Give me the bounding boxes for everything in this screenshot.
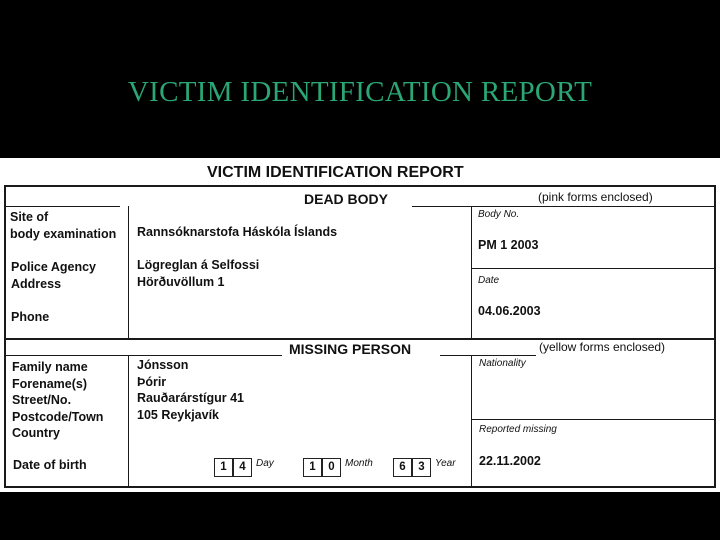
- body-no-label: Body No.: [478, 209, 520, 220]
- right-column-divider-bottom: [471, 355, 472, 487]
- dob-day-label: Day: [256, 458, 274, 469]
- slide-title: VICTIM IDENTIFICATION REPORT: [127, 76, 593, 108]
- dob-day-digit: 1: [214, 458, 233, 477]
- frame-right: [714, 185, 716, 488]
- row-divider-body-date: [471, 268, 715, 269]
- missing-person-values: Jónsson Þórir Rauðarárstígur 41 105 Reykjavík: [137, 358, 244, 422]
- form-title: VICTIM IDENTIFICATION REPORT: [207, 164, 464, 181]
- site-value: Rannsóknarstofa Háskóla Íslands: [137, 225, 338, 239]
- row-divider-top-right: [412, 206, 715, 207]
- left-column-divider-top: [128, 206, 129, 339]
- frame-bottom: [4, 486, 716, 488]
- identification-form: [0, 158, 720, 492]
- dob-year-label: Year: [435, 458, 456, 469]
- dob-month-label: Month: [345, 458, 373, 469]
- police-label: Police Agency Address: [11, 260, 96, 291]
- reported-missing-label: Reported missing: [479, 424, 557, 435]
- date-label: Date: [478, 275, 500, 286]
- dead-body-heading: DEAD BODY: [304, 191, 389, 207]
- row-divider-mid-left: [4, 355, 282, 356]
- site-label: Site of body examination: [10, 210, 117, 241]
- row-divider-top-left: [4, 206, 120, 207]
- frame-top: [4, 185, 716, 187]
- dob-day-digit: 4: [233, 458, 252, 477]
- date-value: 04.06.2003: [478, 304, 541, 318]
- row-divider-nationality-reported: [471, 419, 715, 420]
- missing-person-labels: Family name Forename(s) Street/No. Postcode/Town Country: [12, 360, 104, 440]
- missing-person-heading: MISSING PERSON: [289, 341, 412, 357]
- left-column-divider-bottom: [128, 355, 129, 487]
- dob-year-digit: 3: [412, 458, 431, 477]
- missing-person-note: (yellow forms enclosed): [539, 340, 666, 354]
- frame-left: [4, 185, 6, 488]
- phone-label: Phone: [11, 310, 50, 324]
- dob-month-digit: 0: [322, 458, 341, 477]
- police-value: Lögreglan á Selfossi Hörðuvöllum 1: [137, 258, 260, 289]
- dob-month-digit: 1: [303, 458, 322, 477]
- reported-missing-value: 22.11.2002: [479, 454, 541, 468]
- dead-body-note: (pink forms enclosed): [538, 190, 653, 204]
- nationality-label: Nationality: [479, 358, 526, 369]
- body-no-value: PM 1 2003: [478, 238, 539, 252]
- right-column-divider-top: [471, 206, 472, 339]
- dob-label: Date of birth: [13, 458, 87, 472]
- row-divider-mid-right: [440, 355, 536, 356]
- dob-year-digit: 6: [393, 458, 412, 477]
